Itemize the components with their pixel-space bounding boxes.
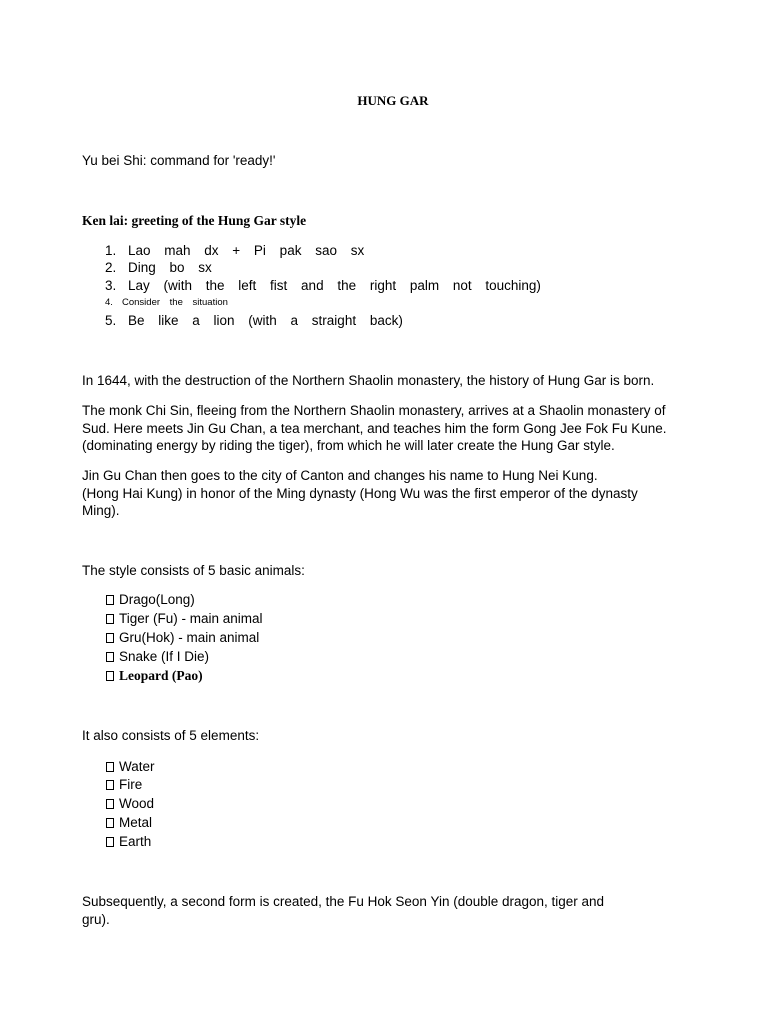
elements-intro-text: It also consists of 5 elements: [82,728,260,743]
list-number: 1. [105,243,117,258]
animals-intro-text: The style consists of 5 basic animals: [82,563,305,578]
checkbox-bullet-icon [106,818,114,828]
list-item [105,242,364,259]
list-item [106,814,152,831]
checkbox-bullet-icon [106,671,114,681]
history-paragraph-2 [82,467,722,520]
text-line: Subsequently, a second form is created, the Fu Hok Seon Yin (double dragon, tiger and [82,894,605,909]
list-item [106,776,142,793]
list-text: Be like a lion (with a straight back) [128,313,403,328]
list-item [106,629,259,646]
section-heading: Ken lai: greeting of the Hung Gar style [82,213,307,228]
checkbox-bullet-icon [106,837,114,847]
list-text: Ding bo sx [128,260,212,275]
animal-label: Leopard (Pao) [119,668,203,683]
checkbox-bullet-icon [106,799,114,809]
checkbox-bullet-icon [106,633,114,643]
second-form-paragraph [82,893,722,928]
list-item [105,259,212,276]
list-number: 3. [105,278,117,293]
element-label: Water [119,759,155,774]
text-line: gru). [82,911,110,927]
list-item [106,833,151,850]
list-item [106,667,203,684]
element-label: Fire [119,777,143,792]
list-item [106,610,263,627]
checkbox-bullet-icon [106,762,114,772]
text-line: Sud. Here meets Jin Gu Chan, a tea merchant, and teaches him the form Gong Jee Fok Fu Kune. [82,420,667,436]
list-item [106,591,195,608]
list-item [105,312,403,329]
animal-label: Drago(Long) [119,592,195,607]
list-text: Consider the situation [122,297,228,308]
list-number: 4. [105,297,113,308]
list-item [105,277,541,294]
animal-label: Gru(Hok) - main animal [119,630,260,645]
list-item [106,795,154,812]
animal-label: Snake (If I Die) [119,649,210,664]
checkbox-bullet-icon [106,652,114,662]
text-line: (Hong Hai Kung) in honor of the Ming dynasty (Hong Wu was the first emperor of the dynasty [82,485,638,501]
list-number: 5. [105,313,117,328]
history-paragraph-1 [82,402,722,455]
animal-label: Tiger (Fu) - main animal [119,611,263,626]
element-label: Wood [119,796,155,811]
list-item [105,294,228,311]
text-line: The monk Chi Sin, fleeing from the Northern Shaolin monastery, arrives at a Shaolin monastery of [82,403,666,418]
element-label: Metal [119,815,153,830]
element-label: Earth [119,834,152,849]
text-line: Ming). [82,503,120,518]
history-intro-text: In 1644, with the destruction of the Northern Shaolin monastery, the history of Hung Gar is born. [82,373,655,388]
checkbox-bullet-icon [106,780,114,790]
text-line: (dominating energy by riding the tiger), from which he will later create the Hung Gar style. [82,438,615,453]
text-line: Jin Gu Chan then goes to the city of Canton and changes his name to Hung Nei Kung. [82,468,598,483]
list-item [106,648,209,665]
checkbox-bullet-icon [106,614,114,624]
list-item [106,758,155,775]
page-title: HUNG GAR [357,93,429,108]
list-number: 2. [105,260,117,275]
list-text: Lao mah dx + Pi pak sao sx [128,243,365,258]
list-text: Lay (with the left fist and the right palm not touching) [128,278,541,293]
ready-command-text: Yu bei Shi: command for 'ready!' [82,153,276,168]
checkbox-bullet-icon [106,595,114,605]
